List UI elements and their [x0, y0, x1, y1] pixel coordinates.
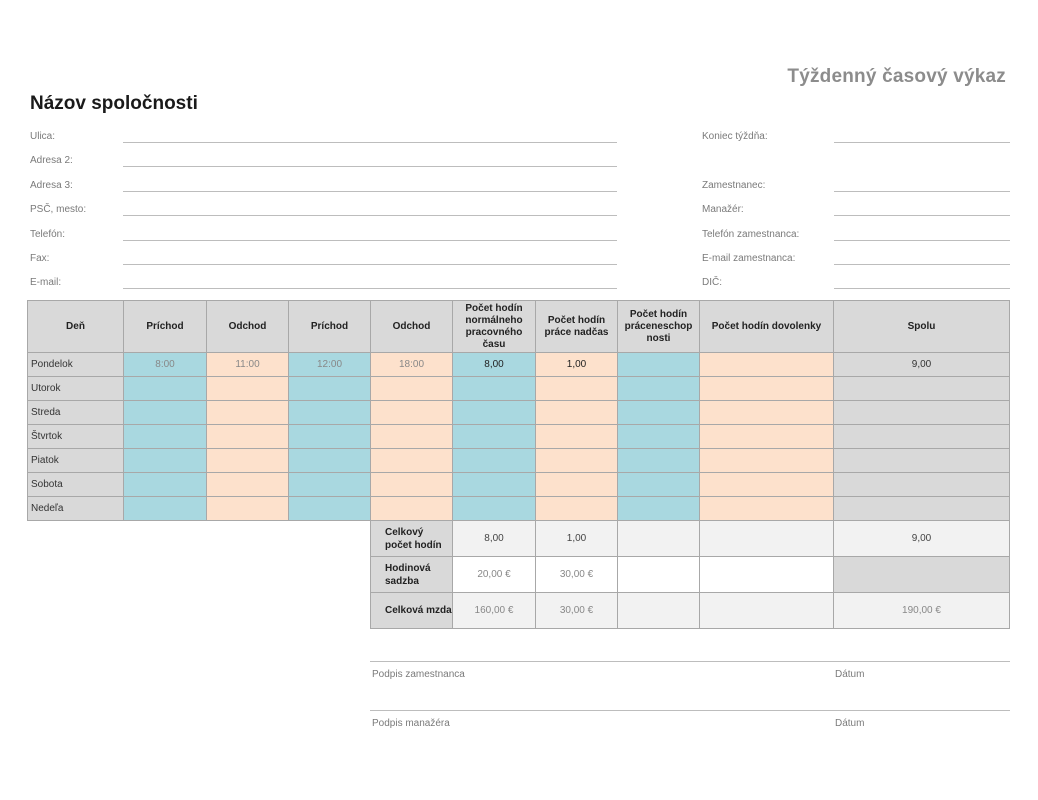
day-row — [28, 425, 1010, 449]
total-pay-label: Celková mzda — [371, 593, 453, 629]
grand-total-hours: 9,00 — [834, 521, 1010, 557]
time-out-1-cell[interactable]: 11:00 — [207, 353, 289, 377]
sick-hours-cell[interactable] — [618, 401, 700, 425]
time-out-2-cell[interactable] — [371, 401, 453, 425]
total-cell — [834, 377, 1010, 401]
regular-hours-cell[interactable] — [453, 401, 536, 425]
vacation-hours-cell[interactable] — [700, 377, 834, 401]
overtime-hours-cell[interactable] — [536, 401, 618, 425]
vacation-hours-cell[interactable] — [700, 449, 834, 473]
address3-field[interactable] — [123, 191, 617, 192]
zip-city-field[interactable] — [123, 215, 617, 216]
time-out-2-cell[interactable] — [371, 449, 453, 473]
col-total: Spolu — [834, 301, 1010, 353]
time-in-1-cell[interactable] — [124, 473, 207, 497]
sick-hours-cell[interactable] — [618, 377, 700, 401]
week-end-label: Koniec týždňa: — [702, 131, 768, 142]
regular-hours-cell[interactable] — [453, 449, 536, 473]
time-out-1-cell[interactable] — [207, 377, 289, 401]
time-in-1-cell[interactable] — [124, 449, 207, 473]
time-in-1-cell[interactable] — [124, 425, 207, 449]
time-out-2-cell[interactable] — [371, 377, 453, 401]
document-title: Týždenný časový výkaz — [787, 66, 1006, 87]
regular-hours-cell[interactable] — [453, 473, 536, 497]
day-name: Sobota — [28, 473, 124, 497]
fax-label: Fax: — [30, 253, 50, 264]
manager-field[interactable] — [834, 215, 1010, 216]
time-in-1-cell[interactable] — [124, 497, 207, 521]
time-out-1-cell[interactable] — [207, 497, 289, 521]
day-row — [28, 401, 1010, 425]
time-in-2-cell[interactable] — [289, 497, 371, 521]
manager-signature-label: Podpis manažéra — [372, 718, 450, 729]
total-cell — [834, 497, 1010, 521]
company-name[interactable]: Názov spoločnosti — [30, 93, 198, 114]
time-out-2-cell[interactable] — [371, 425, 453, 449]
regular-rate-cell[interactable]: 20,00 € — [453, 557, 536, 593]
manager-label: Manažér: — [702, 204, 744, 215]
day-row — [28, 449, 1010, 473]
col-vacation-hours: Počet hodín dovolenky — [700, 301, 834, 353]
day-name: Štvrtok — [28, 425, 124, 449]
day-row — [28, 497, 1010, 521]
day-row — [28, 353, 1010, 377]
time-out-1-cell[interactable] — [207, 449, 289, 473]
rate-total-cell — [834, 557, 1010, 593]
time-out-2-cell[interactable] — [371, 497, 453, 521]
total-cell — [834, 425, 1010, 449]
sick-hours-cell[interactable] — [618, 353, 700, 377]
sick-pay-cell — [618, 593, 700, 629]
day-name: Piatok — [28, 449, 124, 473]
time-in-2-cell[interactable] — [289, 401, 371, 425]
time-out-1-cell[interactable] — [207, 473, 289, 497]
time-in-2-cell[interactable]: 12:00 — [289, 353, 371, 377]
regular-hours-cell[interactable] — [453, 425, 536, 449]
total-cell — [834, 401, 1010, 425]
email-label: E-mail: — [30, 277, 62, 288]
day-name: Utorok — [28, 377, 124, 401]
total-pay-row — [28, 593, 1010, 629]
vacation-hours-cell[interactable] — [700, 497, 834, 521]
fax-field[interactable] — [123, 264, 617, 265]
tax-id-label: DIČ: — [702, 277, 722, 288]
employee-signature-line[interactable] — [370, 661, 1010, 662]
col-sick-hours: Počet hodín práceneschop nosti — [618, 301, 700, 353]
overtime-pay-cell: 30,00 € — [536, 593, 618, 629]
day-row — [28, 377, 1010, 401]
day-name: Pondelok — [28, 353, 124, 377]
employee-field[interactable] — [834, 191, 1010, 192]
vacation-hours-cell[interactable] — [700, 425, 834, 449]
day-row — [28, 473, 1010, 497]
manager-date-label: Dátum — [835, 718, 865, 729]
total-hours-label: Celkový počet hodín — [371, 521, 453, 557]
col-overtime-hours: Počet hodín práce nadčas — [536, 301, 618, 353]
overtime-hours-cell[interactable] — [536, 473, 618, 497]
col-regular-hours: Počet hodín normálneho pracovného času — [453, 301, 536, 353]
employee-date-label: Dátum — [835, 669, 865, 680]
employee-email-label: E-mail zamestnanca: — [702, 253, 796, 264]
regular-hours-cell[interactable]: 8,00 — [453, 353, 536, 377]
sick-hours-cell[interactable] — [618, 449, 700, 473]
regular-hours-cell[interactable] — [453, 377, 536, 401]
employee-phone-label: Telefón zamestnanca: — [702, 229, 800, 240]
total-cell — [834, 449, 1010, 473]
sick-hours-cell[interactable] — [618, 425, 700, 449]
time-in-2-cell[interactable] — [289, 377, 371, 401]
total-sick-hours — [618, 521, 700, 557]
employee-phone-field[interactable] — [834, 240, 1010, 241]
week-end-field[interactable] — [834, 142, 1010, 143]
sick-hours-cell[interactable] — [618, 497, 700, 521]
time-in-2-cell[interactable] — [289, 473, 371, 497]
zip-city-label: PSČ, mesto: — [30, 204, 87, 215]
col-day: Deň — [28, 301, 124, 353]
regular-pay-cell: 160,00 € — [453, 593, 536, 629]
time-in-1-cell[interactable] — [124, 401, 207, 425]
address2-field[interactable] — [123, 166, 617, 167]
time-in-1-cell[interactable]: 8:00 — [124, 353, 207, 377]
address2-label: Adresa 2: — [30, 155, 73, 166]
sick-hours-cell[interactable] — [618, 473, 700, 497]
col-out-1: Odchod — [207, 301, 289, 353]
employee-email-field[interactable] — [834, 264, 1010, 265]
phone-field[interactable] — [123, 240, 617, 241]
time-out-1-cell[interactable] — [207, 425, 289, 449]
vacation-hours-cell[interactable] — [700, 473, 834, 497]
total-hours-row — [28, 521, 1010, 557]
overtime-hours-cell[interactable]: 1,00 — [536, 353, 618, 377]
email-field[interactable] — [123, 288, 617, 289]
time-in-2-cell[interactable] — [289, 449, 371, 473]
overtime-hours-cell[interactable] — [536, 449, 618, 473]
vacation-rate-cell[interactable] — [700, 557, 834, 593]
vacation-pay-cell — [700, 593, 834, 629]
tax-id-field[interactable] — [834, 288, 1010, 289]
time-in-1-cell[interactable] — [124, 377, 207, 401]
overtime-hours-cell[interactable] — [536, 377, 618, 401]
timesheet-table — [27, 300, 1010, 629]
street-field[interactable] — [123, 142, 617, 143]
col-in-1: Príchod — [124, 301, 207, 353]
header-row — [28, 301, 1010, 353]
hourly-rate-row — [28, 557, 1010, 593]
total-regular-hours: 8,00 — [453, 521, 536, 557]
overtime-hours-cell[interactable] — [536, 497, 618, 521]
col-in-2: Príchod — [289, 301, 371, 353]
employee-signature-label: Podpis zamestnanca — [372, 669, 465, 680]
total-cell — [834, 473, 1010, 497]
total-cell: 9,00 — [834, 353, 1010, 377]
hourly-rate-label: Hodinová sadzba — [371, 557, 453, 593]
overtime-hours-cell[interactable] — [536, 425, 618, 449]
vacation-hours-cell[interactable] — [700, 353, 834, 377]
total-overtime-hours: 1,00 — [536, 521, 618, 557]
total-vacation-hours — [700, 521, 834, 557]
time-out-2-cell[interactable]: 18:00 — [371, 353, 453, 377]
regular-hours-cell[interactable] — [453, 497, 536, 521]
day-name: Nedeľa — [28, 497, 124, 521]
sick-rate-cell[interactable] — [618, 557, 700, 593]
day-name: Streda — [28, 401, 124, 425]
grand-total-pay: 190,00 € — [834, 593, 1010, 629]
street-label: Ulica: — [30, 131, 56, 142]
time-out-2-cell[interactable] — [371, 473, 453, 497]
overtime-rate-cell[interactable]: 30,00 € — [536, 557, 618, 593]
vacation-hours-cell[interactable] — [700, 401, 834, 425]
time-in-2-cell[interactable] — [289, 425, 371, 449]
address3-label: Adresa 3: — [30, 180, 73, 191]
phone-label: Telefón: — [30, 229, 66, 240]
manager-signature-line[interactable] — [370, 710, 1010, 711]
col-out-2: Odchod — [371, 301, 453, 353]
employee-label: Zamestnanec: — [702, 180, 766, 191]
time-out-1-cell[interactable] — [207, 401, 289, 425]
